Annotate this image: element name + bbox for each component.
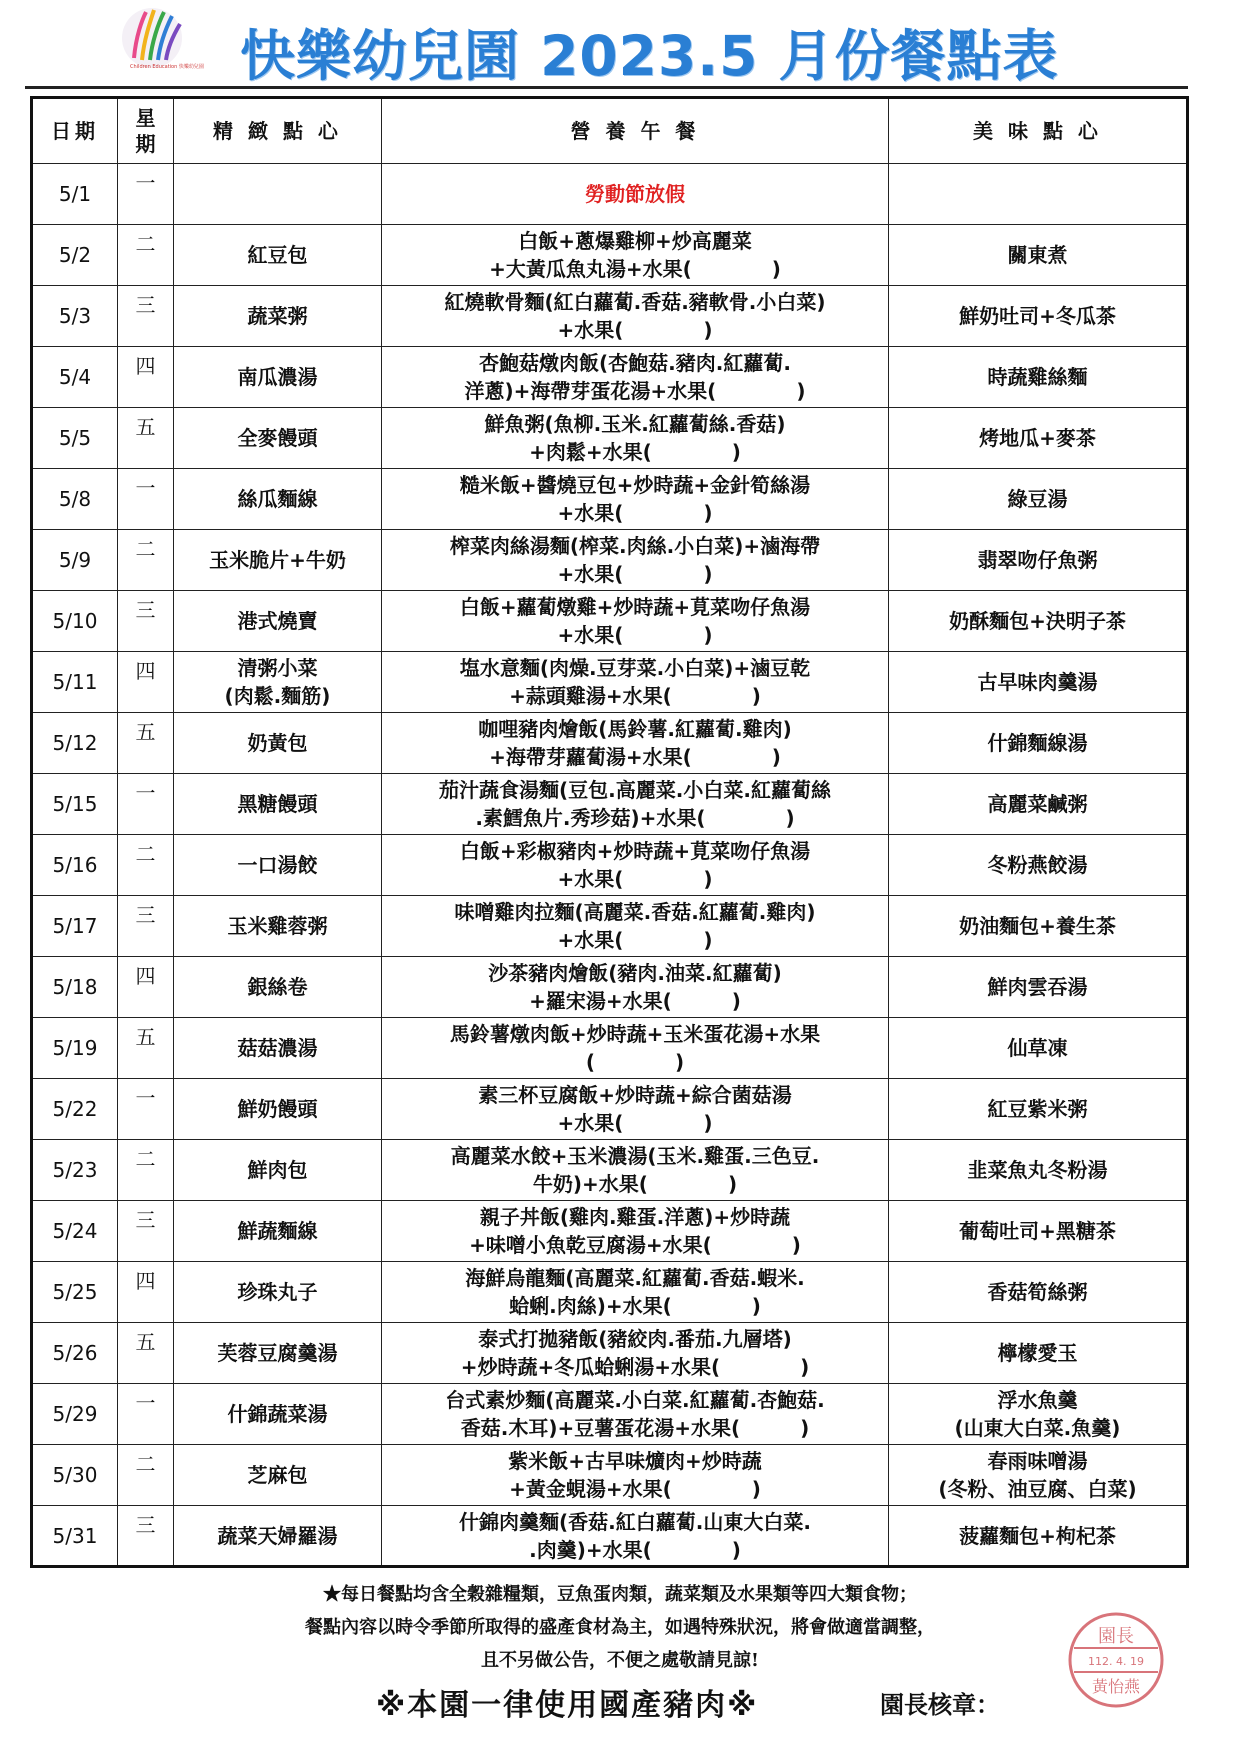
morning-snack-cell: 鮮肉包 [174, 1140, 382, 1201]
date-cell: 5/1 [32, 164, 118, 225]
table-row [32, 1384, 1188, 1445]
svg-text:園長: 園長 [1098, 1626, 1134, 1647]
date-cell: 5/5 [32, 408, 118, 469]
lunch-cell: 素三杯豆腐飯+炒時蔬+綜合菌菇湯 +水果( ) [382, 1079, 889, 1140]
table-row [32, 1262, 1188, 1323]
morning-snack-cell: 清粥小菜 (肉鬆.麵筋) [174, 652, 382, 713]
lunch-cell: 勞動節放假 [382, 164, 889, 225]
weekday-cell: 一 [118, 469, 174, 530]
weekday-cell: 二 [118, 835, 174, 896]
weekday-cell: 一 [118, 774, 174, 835]
morning-snack-cell: 一口湯餃 [174, 835, 382, 896]
lunch-cell: 什錦肉羹麵(香菇.紅白蘿蔔.山東大白菜. .肉羹)+水果( ) [382, 1506, 889, 1567]
svg-text:112. 4. 19: 112. 4. 19 [1088, 1655, 1144, 1668]
morning-snack-cell: 蔬菜天婦羅湯 [174, 1506, 382, 1567]
table-row [32, 1018, 1188, 1079]
morning-snack-cell: 鮮蔬麵線 [174, 1201, 382, 1262]
weekday-cell: 三 [118, 286, 174, 347]
table-row [32, 652, 1188, 713]
afternoon-snack-cell: 浮水魚羹 (山東大白菜.魚羹) [889, 1384, 1188, 1445]
afternoon-snack-cell: 關東煮 [889, 225, 1188, 286]
afternoon-snack-cell [889, 164, 1188, 225]
date-cell: 5/10 [32, 591, 118, 652]
meal-table [30, 96, 1189, 1568]
table-row [32, 774, 1188, 835]
table-row [32, 1201, 1188, 1262]
weekday-cell: 五 [118, 713, 174, 774]
weekday-cell: 二 [118, 225, 174, 286]
afternoon-snack-cell: 香菇筍絲粥 [889, 1262, 1188, 1323]
afternoon-snack-cell: 春雨味噌湯 (冬粉、油豆腐、白菜) [889, 1445, 1188, 1506]
logo-caption: Children Education 快樂幼兒園 [130, 64, 204, 70]
date-cell: 5/15 [32, 774, 118, 835]
morning-snack-cell: 港式燒賣 [174, 591, 382, 652]
table-row [32, 286, 1188, 347]
afternoon-snack-cell: 檸檬愛玉 [889, 1323, 1188, 1384]
morning-snack-cell: 絲瓜麵線 [174, 469, 382, 530]
title-rule [25, 86, 1188, 89]
lunch-cell: 糙米飯+醬燒豆包+炒時蔬+金針筍絲湯 +水果( ) [382, 469, 889, 530]
header-lunch: 營 養 午 餐 [382, 98, 889, 164]
date-cell: 5/17 [32, 896, 118, 957]
weekday-cell: 一 [118, 164, 174, 225]
header-weekday: 星 期 [118, 98, 174, 164]
table-row [32, 530, 1188, 591]
table-row [32, 591, 1188, 652]
lunch-cell: 馬鈴薯燉肉飯+炒時蔬+玉米蛋花湯+水果 ( ) [382, 1018, 889, 1079]
afternoon-snack-cell: 冬粉燕餃湯 [889, 835, 1188, 896]
date-cell: 5/16 [32, 835, 118, 896]
afternoon-snack-cell: 高麗菜鹹粥 [889, 774, 1188, 835]
lunch-cell: 塩水意麵(肉燥.豆芽菜.小白菜)+滷豆乾 +蒜頭雞湯+水果( ) [382, 652, 889, 713]
lunch-cell: 白飯+蔥爆雞柳+炒高麗菜 +大黃瓜魚丸湯+水果( ) [382, 225, 889, 286]
meal-table-body [32, 164, 1188, 1567]
afternoon-snack-cell: 綠豆湯 [889, 469, 1188, 530]
morning-snack-cell: 芝麻包 [174, 1445, 382, 1506]
header-morning-snack: 精 緻 點 心 [174, 98, 382, 164]
table-row [32, 408, 1188, 469]
lunch-cell: 紅燒軟骨麵(紅白蘿蔔.香菇.豬軟骨.小白菜) +水果( ) [382, 286, 889, 347]
weekday-cell: 一 [118, 1384, 174, 1445]
header-date: 日期 [32, 98, 118, 164]
svg-text:黃怡燕: 黃怡燕 [1091, 1677, 1141, 1696]
morning-snack-cell: 鮮奶饅頭 [174, 1079, 382, 1140]
note-line: 餐點內容以時令季節所取得的盛產食材為主，如遇特殊狀況，將會做適當調整， [305, 1617, 935, 1638]
table-row [32, 1140, 1188, 1201]
weekday-cell: 四 [118, 652, 174, 713]
morning-snack-cell: 南瓜濃湯 [174, 347, 382, 408]
page-title: 快樂幼兒園 2023.5 月份餐點表 [240, 24, 1059, 88]
weekday-cell: 二 [118, 1445, 174, 1506]
date-cell: 5/2 [32, 225, 118, 286]
weekday-cell: 四 [118, 347, 174, 408]
table-row [32, 1079, 1188, 1140]
date-cell: 5/22 [32, 1079, 118, 1140]
weekday-cell: 五 [118, 1018, 174, 1079]
header-afternoon-snack: 美 味 點 心 [889, 98, 1188, 164]
date-cell: 5/9 [32, 530, 118, 591]
morning-snack-cell: 珍珠丸子 [174, 1262, 382, 1323]
date-cell: 5/31 [32, 1506, 118, 1567]
date-cell: 5/18 [32, 957, 118, 1018]
date-cell: 5/12 [32, 713, 118, 774]
table-row [32, 1323, 1188, 1384]
morning-snack-cell: 黑糖饅頭 [174, 774, 382, 835]
morning-snack-cell: 玉米脆片+牛奶 [174, 530, 382, 591]
afternoon-snack-cell: 紅豆紫米粥 [889, 1079, 1188, 1140]
morning-snack-cell: 紅豆包 [174, 225, 382, 286]
morning-snack-cell: 奶黃包 [174, 713, 382, 774]
weekday-cell: 五 [118, 1323, 174, 1384]
director-stamp [1066, 1610, 1166, 1710]
lunch-cell: 杏鮑菇燉肉飯(杏鮑菇.豬肉.紅蘿蔔. 洋蔥)+海帶芽蛋花湯+水果( ) [382, 347, 889, 408]
weekday-cell: 五 [118, 408, 174, 469]
lunch-cell: 高麗菜水餃+玉米濃湯(玉米.雞蛋.三色豆. 牛奶)+水果( ) [382, 1140, 889, 1201]
date-cell: 5/11 [32, 652, 118, 713]
weekday-cell: 三 [118, 896, 174, 957]
date-cell: 5/26 [32, 1323, 118, 1384]
date-cell: 5/3 [32, 286, 118, 347]
date-cell: 5/24 [32, 1201, 118, 1262]
morning-snack-cell: 菇菇濃湯 [174, 1018, 382, 1079]
table-row [32, 225, 1188, 286]
weekday-cell: 四 [118, 1262, 174, 1323]
weekday-cell: 三 [118, 591, 174, 652]
afternoon-snack-cell: 韭菜魚丸冬粉湯 [889, 1140, 1188, 1201]
notes [0, 1578, 1240, 1677]
table-row [32, 835, 1188, 896]
lunch-cell: 泰式打拋豬飯(豬絞肉.番茄.九層塔) +炒時蔬+冬瓜蛤蜊湯+水果( ) [382, 1323, 889, 1384]
afternoon-snack-cell: 鮮奶吐司+冬瓜茶 [889, 286, 1188, 347]
afternoon-snack-cell: 什錦麵線湯 [889, 713, 1188, 774]
weekday-cell: 二 [118, 1140, 174, 1201]
weekday-cell: 二 [118, 530, 174, 591]
date-cell: 5/25 [32, 1262, 118, 1323]
signature-label: 園長核章： [880, 1691, 1000, 1719]
lunch-cell: 紫米飯+古早味爌肉+炒時蔬 +黃金蜆湯+水果( ) [382, 1445, 889, 1506]
afternoon-snack-cell: 葡萄吐司+黑糖茶 [889, 1201, 1188, 1262]
lunch-cell: 白飯+蘿蔔燉雞+炒時蔬+莧菜吻仔魚湯 +水果( ) [382, 591, 889, 652]
morning-snack-cell: 什錦蔬菜湯 [174, 1384, 382, 1445]
table-row [32, 1445, 1188, 1506]
table-row [32, 164, 1188, 225]
table-row [32, 713, 1188, 774]
afternoon-snack-cell: 烤地瓜+麥茶 [889, 408, 1188, 469]
note-line: ★每日餐點均含全穀雜糧類，豆魚蛋肉類，蔬菜類及水果類等四大類食物； [323, 1584, 917, 1605]
note-line: 且不另做公告，不便之處敬請見諒! [481, 1650, 759, 1671]
date-cell: 5/19 [32, 1018, 118, 1079]
lunch-cell: 白飯+彩椒豬肉+炒時蔬+莧菜吻仔魚湯 +水果( ) [382, 835, 889, 896]
lunch-cell: 海鮮烏龍麵(高麗菜.紅蘿蔔.香菇.蝦米. 蛤蜊.肉絲)+水果( ) [382, 1262, 889, 1323]
lunch-cell: 咖哩豬肉燴飯(馬鈴薯.紅蘿蔔.雞肉) +海帶芽蘿蔔湯+水果( ) [382, 713, 889, 774]
afternoon-snack-cell: 奶酥麵包+決明子茶 [889, 591, 1188, 652]
lunch-cell: 鮮魚粥(魚柳.玉米.紅蘿蔔絲.香菇) +肉鬆+水果( ) [382, 408, 889, 469]
morning-snack-cell [174, 164, 382, 225]
date-cell: 5/29 [32, 1384, 118, 1445]
date-cell: 5/23 [32, 1140, 118, 1201]
table-header-row [32, 98, 1188, 164]
morning-snack-cell: 玉米雞蓉粥 [174, 896, 382, 957]
table-row [32, 347, 1188, 408]
afternoon-snack-cell: 鮮肉雲吞湯 [889, 957, 1188, 1018]
morning-snack-cell: 芙蓉豆腐羹湯 [174, 1323, 382, 1384]
morning-snack-cell: 全麥饅頭 [174, 408, 382, 469]
weekday-cell: 三 [118, 1201, 174, 1262]
date-cell: 5/8 [32, 469, 118, 530]
table-row [32, 896, 1188, 957]
afternoon-snack-cell: 仙草凍 [889, 1018, 1188, 1079]
lunch-cell: 味噌雞肉拉麵(高麗菜.香菇.紅蘿蔔.雞肉) +水果( ) [382, 896, 889, 957]
weekday-cell: 三 [118, 1506, 174, 1567]
lunch-cell: 台式素炒麵(高麗菜.小白菜.紅蘿蔔.杏鮑菇. 香菇.木耳)+豆薯蛋花湯+水果( ) [382, 1384, 889, 1445]
morning-snack-cell: 蔬菜粥 [174, 286, 382, 347]
date-cell: 5/4 [32, 347, 118, 408]
weekday-cell: 四 [118, 957, 174, 1018]
table-row [32, 469, 1188, 530]
weekday-cell: 一 [118, 1079, 174, 1140]
lunch-cell: 榨菜肉絲湯麵(榨菜.肉絲.小白菜)+滷海帶 +水果( ) [382, 530, 889, 591]
morning-snack-cell: 銀絲卷 [174, 957, 382, 1018]
afternoon-snack-cell: 時蔬雞絲麵 [889, 347, 1188, 408]
afternoon-snack-cell: 菠蘿麵包+枸杞茶 [889, 1506, 1188, 1567]
lunch-cell: 沙茶豬肉燴飯(豬肉.油菜.紅蘿蔔) +羅宋湯+水果( ) [382, 957, 889, 1018]
table-row [32, 1506, 1188, 1567]
afternoon-snack-cell: 奶油麵包+養生茶 [889, 896, 1188, 957]
lunch-cell: 親子丼飯(雞肉.雞蛋.洋蔥)+炒時蔬 +味噌小魚乾豆腐湯+水果( ) [382, 1201, 889, 1262]
afternoon-snack-cell: 古早味肉羹湯 [889, 652, 1188, 713]
afternoon-snack-cell: 翡翠吻仔魚粥 [889, 530, 1188, 591]
lunch-cell: 茄汁蔬食湯麵(豆包.高麗菜.小白菜.紅蘿蔔絲 .素鱈魚片.秀珍菇)+水果( ) [382, 774, 889, 835]
table-row [32, 957, 1188, 1018]
pork-notice: ※本園一律使用國產豬肉※ [376, 1688, 759, 1723]
date-cell: 5/30 [32, 1445, 118, 1506]
